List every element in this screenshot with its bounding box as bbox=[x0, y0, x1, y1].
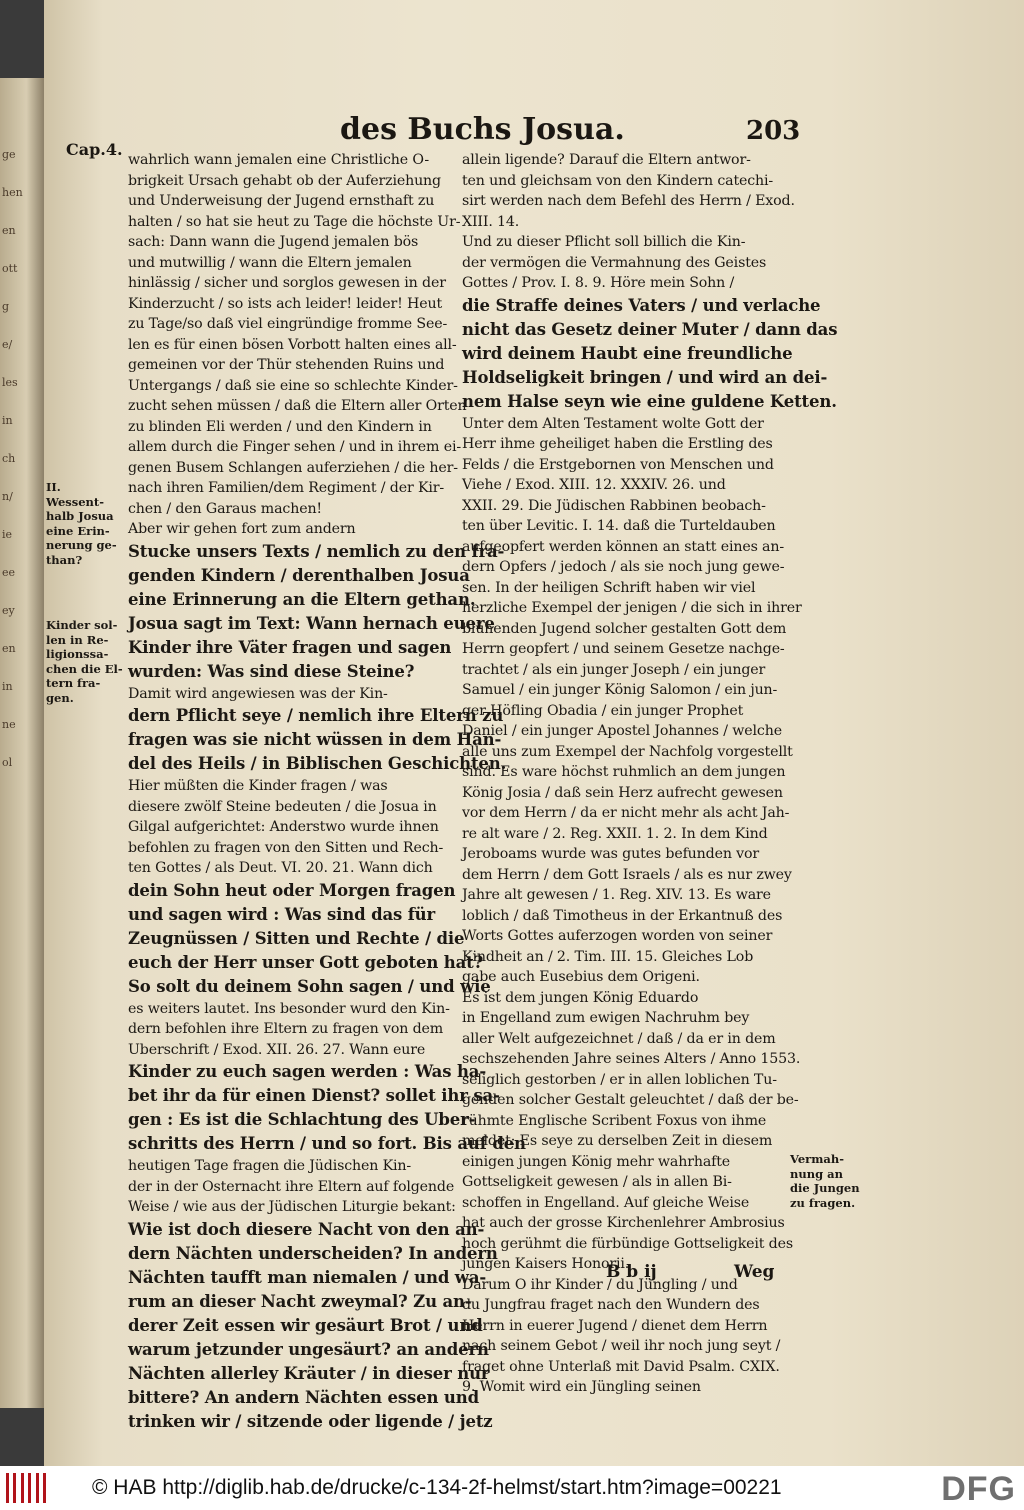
previous-page-edge bbox=[0, 78, 44, 1408]
text-line: loblich / daß Timotheus in der Erkantnuß des bbox=[462, 907, 783, 924]
text-line: allein ligende? Darauf die Eltern antwor- bbox=[462, 152, 751, 168]
text-line: Zeugnüssen / Sitten und Rechte / die bbox=[128, 928, 465, 948]
text-line: genden solcher Gestalt geleuchtet / daß der be- bbox=[462, 1092, 799, 1108]
text-line: zucht sehen müssen / daß die Eltern aller Orten bbox=[128, 398, 467, 414]
text-line: meldet: Es seye zu derselben Zeit in diesem bbox=[462, 1133, 773, 1149]
text-line: Stucke unsers Texts / nemlich zu den fra- bbox=[128, 541, 505, 561]
text-line: wahrlich wann jemalen eine Christliche O- bbox=[128, 152, 429, 168]
copyright-url[interactable]: © HAB http://diglib.hab.de/drucke/c-134-2f-helmst/start.htm?image=00221 bbox=[92, 1476, 782, 1499]
text-line: blühenden Jugend solcher gestalten Gott dem bbox=[462, 620, 787, 637]
text-line: fraget ohne Unterlaß mit David Psalm. CXIX. bbox=[462, 1358, 780, 1375]
page-number: 203 bbox=[746, 116, 801, 146]
text-line: Holdseligkeit bringen / und wird an dei- bbox=[462, 367, 828, 387]
text-line: in Engelland zum ewigen Nachruhm bey bbox=[462, 1010, 750, 1026]
text-line: ten und gleichsam von den Kindern catechi- bbox=[462, 172, 774, 189]
text-line: sechszehenden Jahre seines Alters / Anno 1553. bbox=[462, 1051, 801, 1067]
text-line: alle uns zum Exempel der Nachfolg vorgestellt bbox=[462, 743, 793, 760]
text-line: jungen Kaisers Honorii. bbox=[462, 1256, 630, 1272]
text-line: der vermögen die Vermahnung des Geistes bbox=[462, 254, 767, 271]
footer-bar bbox=[0, 1466, 1024, 1510]
text-line: trinken wir / sitzende oder ligende / jetz bbox=[128, 1411, 493, 1431]
text-line: halten / so hat sie heut zu Tage die höchste Ur- bbox=[128, 213, 461, 230]
text-line: dern befohlen ihre Eltern zu fragen von dem bbox=[128, 1021, 444, 1037]
text-line: Gottes / Prov. I. 8. 9. Höre mein Sohn / bbox=[462, 275, 735, 291]
text-line: nicht das Gesetz deiner Muter / dann das bbox=[462, 319, 838, 339]
text-line: gen : Es ist die Schlachtung des Uber- bbox=[128, 1110, 476, 1129]
text-line: nem Halse seyn wie eine guldene Ketten. bbox=[462, 391, 837, 411]
text-line: Und zu dieser Pflicht soll billich die Kin- bbox=[462, 234, 746, 250]
text-line: Kinder zu euch sagen werden : Was ha- bbox=[128, 1062, 487, 1081]
text-line: zu Tage/so daß viel eingründige fromme See- bbox=[128, 316, 448, 332]
margin-note-line: chen die El- bbox=[46, 661, 123, 676]
text-line: rum an dieser Nacht zweymal? Zu an- bbox=[128, 1291, 472, 1311]
margin-note-line: nung an bbox=[790, 1166, 843, 1181]
text-line: Kinderzucht / so ists ach leider! leider! Heut bbox=[128, 295, 443, 312]
text-line: heutigen Tage fragen die Jüdischen Kin- bbox=[128, 1158, 412, 1174]
text-line: euch der Herr unser Gott geboten hat? bbox=[128, 952, 484, 972]
text-line: dern Nächten underscheiden? In andern bbox=[128, 1243, 498, 1263]
prev-page-fragment: hen bbox=[2, 186, 23, 199]
text-line: gabe auch Eusebius dem Origeni. bbox=[462, 969, 700, 985]
text-line: Kindheit an / 2. Tim. III. 15. Gleiches Lob bbox=[462, 948, 754, 965]
margin-note-line: Wessent- bbox=[46, 494, 105, 509]
text-line: schoffen in Engelland. Auf gleiche Weise bbox=[462, 1194, 750, 1211]
text-line: aller Welt aufgezeichnet / daß / da er in dem bbox=[462, 1030, 776, 1047]
catchword: Weg bbox=[734, 1262, 775, 1282]
text-line: sirt werden nach dem Befehl des Herrn / Exod. bbox=[462, 193, 795, 209]
text-line: Hier müßten die Kinder fragen / was bbox=[128, 778, 388, 794]
text-line: 9. Womit wird ein Jüngling seinen bbox=[462, 1379, 701, 1395]
text-line: ger Höfling Obadia / ein junger Prophet bbox=[462, 702, 744, 719]
text-line: hoch gerühmt die fürbündige Gottseligkeit des bbox=[462, 1235, 793, 1252]
text-line: rühmte Englische Scribent Foxus von ihme bbox=[462, 1112, 767, 1129]
text-line: wurden: Was sind diese Steine? bbox=[128, 661, 415, 681]
margin-note-kinder bbox=[46, 618, 126, 705]
margin-note-line: ligionssa- bbox=[46, 647, 109, 661]
prev-page-fragment: e/ bbox=[2, 338, 13, 351]
text-line: hinlässig / sicher und sorglos gewesen in der bbox=[128, 275, 446, 291]
text-line: ten über Levitic. I. 14. daß die Turteldauben bbox=[462, 518, 776, 534]
margin-note-line: eine Erin- bbox=[46, 523, 110, 538]
margin-note-line: Vermah- bbox=[790, 1152, 844, 1166]
text-line: herzliche Exempel der jenigen / die sich in ihrer bbox=[462, 600, 802, 616]
text-line: chen / den Garaus machen! bbox=[128, 500, 322, 517]
margin-note-line: tern fra- bbox=[46, 676, 101, 690]
scanned-page bbox=[44, 0, 1024, 1466]
text-line: und sagen wird : Was sind das für bbox=[128, 904, 436, 924]
text-line: es weiters lautet. Ins besonder wurd den Kin- bbox=[128, 1000, 450, 1017]
text-line: Gilgal aufgerichtet: Anderstwo wurde ihnen bbox=[128, 819, 439, 835]
text-line: nach ihren Familien/dem Regiment / der Kir- bbox=[128, 480, 445, 496]
text-line: Herrn in euerer Jugend / dienet dem Herrn bbox=[462, 1317, 768, 1334]
text-line: dein Sohn heut oder Morgen fragen bbox=[128, 880, 456, 900]
text-line: hat auch der grosse Kirchenlehrer Ambrosius bbox=[462, 1215, 785, 1231]
text-line: aufgeopfert werden können an statt eines an- bbox=[462, 538, 784, 555]
text-line: bittere? An andern Nächten essen und bbox=[128, 1387, 479, 1407]
margin-note-line: than? bbox=[46, 552, 83, 567]
text-line: Worts Gottes auferzogen worden von seiner bbox=[462, 928, 773, 944]
running-title: des Buchs Josua. bbox=[340, 112, 625, 147]
text-line: Nächten taufft man niemalen / und wa- bbox=[128, 1267, 487, 1287]
prev-page-fragment: in bbox=[2, 414, 13, 427]
prev-page-fragment: ne bbox=[2, 718, 16, 731]
margin-note-ii bbox=[46, 480, 126, 567]
text-line: gemeinen vor der Thür stehenden Ruins und bbox=[128, 357, 445, 373]
prev-page-fragment: les bbox=[2, 376, 18, 389]
text-line: nach seinem Gebot / weil ihr noch jung seyt / bbox=[462, 1338, 781, 1354]
text-line: len es für einen bösen Vorbott halten eines all- bbox=[128, 336, 457, 353]
text-line: Uberschrift / Exod. XII. 26. 27. Wann eure bbox=[128, 1041, 426, 1058]
text-line: So solt du deinem Sohn sagen / und wie bbox=[128, 976, 491, 996]
margin-note-line: nerung ge- bbox=[46, 538, 117, 552]
text-line: Es ist dem jungen König Eduardo bbox=[462, 989, 699, 1006]
text-line: ten Gottes / als Deut. VI. 20. 21. Wann dich bbox=[128, 860, 433, 876]
text-line: Kinder ihre Väter fragen und sagen bbox=[128, 637, 452, 657]
prev-page-fragment: ee bbox=[2, 566, 16, 579]
text-line: del des Heils / in Biblischen Geschichten. bbox=[128, 754, 507, 773]
text-line: befohlen zu fragen von den Sitten und Rech- bbox=[128, 839, 444, 856]
text-line: diesere zwölf Steine bedeuten / die Josua in bbox=[128, 798, 437, 815]
margin-note-line: zu fragen. bbox=[790, 1195, 856, 1210]
text-line: Viehe / Exod. XIII. 12. XXXIV. 26. und bbox=[462, 477, 726, 493]
text-line: Damit wird angewiesen was der Kin- bbox=[128, 685, 388, 702]
chapter-marker: Cap.4. bbox=[66, 140, 123, 159]
text-line: fragen was sie nicht wüssen in dem Han- bbox=[128, 730, 502, 749]
text-line: die Straffe deines Vaters / und verlache bbox=[462, 295, 821, 315]
prev-page-fragment: g bbox=[2, 300, 10, 313]
text-line: Aber wir gehen fort zum andern bbox=[128, 521, 356, 537]
text-line: Josua sagt im Text: Wann hernach euere bbox=[128, 613, 495, 633]
text-line: Samuel / ein junger König Salomon / ein jun- bbox=[462, 682, 778, 698]
prev-page-fragment: ge bbox=[2, 148, 16, 161]
prev-page-fragment: en bbox=[2, 224, 16, 237]
text-line: zu blinden Eli werden / und den Kindern in bbox=[128, 418, 432, 435]
text-line: brigkeit Ursach gehabt ob der Auferziehung bbox=[128, 172, 441, 189]
prev-page-fragment: n/ bbox=[2, 490, 13, 503]
margin-note-line: halb Josua bbox=[46, 509, 114, 523]
text-line: derer Zeit essen wir gesäurt Brot / und bbox=[128, 1315, 483, 1335]
margin-note-vermahnung bbox=[790, 1152, 860, 1210]
text-line: seliglich gestorben / er in allen loblichen Tu- bbox=[462, 1071, 777, 1088]
margin-note-line: len in Re- bbox=[46, 632, 109, 647]
prev-page-fragment: ie bbox=[2, 528, 13, 541]
margin-note-line: die Jungen bbox=[790, 1181, 860, 1195]
text-line: Weise / wie aus der Jüdischen Liturgie bekant: bbox=[128, 1199, 456, 1215]
margin-note-line: gen. bbox=[46, 690, 74, 705]
text-line: vor dem Herrn / da er nicht mehr als acht Jah- bbox=[462, 805, 790, 821]
text-line: sen. In der heiligen Schrift haben wir viel bbox=[462, 579, 756, 596]
text-line: re alt ware / 2. Reg. XXII. 1. 2. In dem Kind bbox=[462, 825, 768, 842]
text-line: Felds / die Erstgebornen von Menschen und bbox=[462, 456, 774, 473]
text-line: und mutwillig / wann die Eltern jemalen bbox=[128, 254, 412, 271]
text-line: Nächten allerley Kräuter / in dieser nur bbox=[128, 1363, 490, 1383]
text-line: allem durch die Finger sehen / und in ihrem ei- bbox=[128, 439, 461, 455]
text-line: einigen jungen König mehr wahrhafte bbox=[462, 1153, 731, 1170]
text-line: sind. Es ware höchst ruhmlich an dem jungen bbox=[462, 764, 786, 780]
text-line: genen Busem Schlangen auferziehen / die her- bbox=[128, 459, 458, 476]
text-line: warum jetzunder ungesäurt? an andern bbox=[128, 1339, 489, 1359]
prev-page-fragment: ey bbox=[2, 604, 15, 617]
text-line: Gottseligkeit gewesen / als in allen Bi- bbox=[462, 1174, 732, 1190]
text-line: sach: Dann wann die Jugend jemalen bös bbox=[128, 234, 419, 250]
text-line: dern Pflicht seye / nemlich ihre Eltern zu bbox=[128, 706, 504, 725]
dfg-logo: DFG bbox=[941, 1470, 1016, 1508]
text-line: XIII. 14. bbox=[462, 213, 520, 230]
text-line: Darum O ihr Kinder / du Jüngling / und bbox=[462, 1276, 738, 1293]
margin-note-line: Kinder sol- bbox=[46, 618, 118, 632]
text-line: Daniel / ein junger Apostel Johannes / welche bbox=[462, 723, 782, 739]
text-line: dern Opfers / jedoch / als sie noch jung gewe- bbox=[462, 559, 785, 575]
prev-page-fragment: ott bbox=[2, 262, 18, 275]
text-line: der in der Osternacht ihre Eltern auf folgende bbox=[128, 1178, 455, 1195]
text-line: XXII. 29. Die Jüdischen Rabbinen beobach- bbox=[462, 497, 766, 514]
prev-page-fragment: ch bbox=[2, 452, 16, 465]
text-line: Jahre alt gewesen / 1. Reg. XIV. 13. Es ware bbox=[462, 887, 771, 903]
signature-mark: B b ij bbox=[606, 1262, 657, 1282]
text-line: Untergangs / daß sie eine so schlechte Kinder- bbox=[128, 377, 458, 394]
text-line: König Josia / daß sein Herz aufrecht gewesen bbox=[462, 784, 783, 801]
text-line: Jeroboams wurde was gutes befunden vor bbox=[462, 846, 760, 862]
text-line: wird deinem Haubt eine freundliche bbox=[462, 343, 793, 363]
prev-page-fragment: in bbox=[2, 680, 13, 693]
text-line: genden Kindern / derenthalben Josua bbox=[128, 565, 470, 585]
text-line: Wie ist doch diesere Nacht von den an- bbox=[128, 1219, 485, 1239]
text-line: schritts des Herrn / und so fort. Bis auf den bbox=[128, 1134, 526, 1153]
text-line: Herrn geopfert / und seinem Gesetze nachge- bbox=[462, 641, 785, 657]
text-line: Herr ihme geheiliget haben die Erstling des bbox=[462, 436, 773, 452]
margin-note-line: II. bbox=[46, 480, 61, 494]
text-line: dem Herrn / dem Gott Israels / als es nur zwey bbox=[462, 866, 792, 883]
text-line: Unter dem Alten Testament wolte Gott der bbox=[462, 415, 764, 432]
text-line: du Jungfrau fraget nach den Wundern des bbox=[462, 1297, 760, 1313]
prev-page-fragment: ol bbox=[2, 756, 13, 769]
hab-logo-icon bbox=[6, 1472, 46, 1504]
text-line: trachtet / als ein junger Joseph / ein junger bbox=[462, 661, 766, 678]
text-line: eine Erinnerung an die Eltern gethan. bbox=[128, 589, 476, 609]
text-line: und Underweisung der Jugend ernsthaft zu bbox=[128, 193, 435, 209]
text-line: bet ihr da für einen Dienst? sollet ihr sa- bbox=[128, 1086, 500, 1105]
prev-page-fragment: en bbox=[2, 642, 16, 655]
